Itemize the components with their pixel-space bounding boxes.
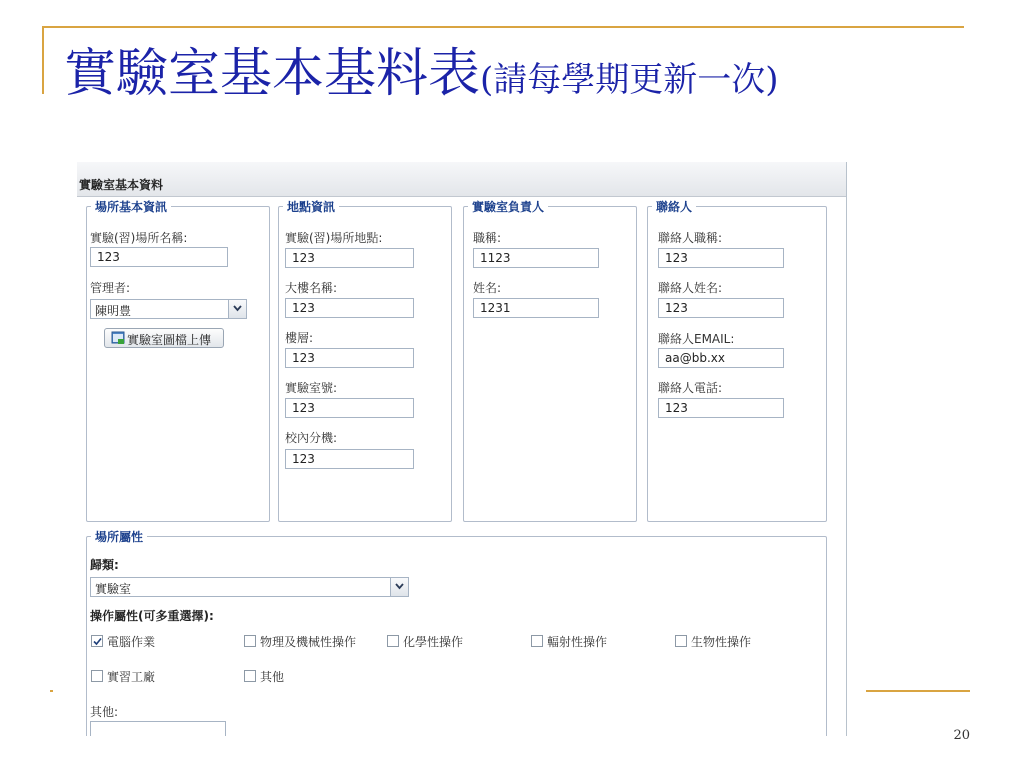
supervisor-group [463,198,637,522]
contact-title-label: 聯絡人職稱: [658,231,723,245]
checkbox-label-biological: 生物性操作 [691,635,752,649]
chevron-down-icon[interactable] [228,300,246,318]
venue-name-input[interactable] [90,247,228,267]
category-select[interactable] [90,577,409,597]
manager-select-value: 陳明豊 [95,304,132,318]
address-input[interactable] [285,248,414,268]
slide-title-sub: (請每學期更新一次) [480,60,779,100]
manager-label: 管理者: [90,281,131,295]
checkbox-other[interactable] [244,670,256,682]
slide-title-main: 實驗室基本基料表 [64,44,481,104]
panel-header [77,162,846,197]
supervisor-title-label: 職稱: [473,231,502,245]
supervisor-legend: 實驗室負責人 [472,200,545,214]
building-input[interactable] [285,298,414,318]
checkbox-label-radiation: 輻射性操作 [547,635,608,649]
floor-input[interactable] [285,348,414,368]
venue-name-label: 實驗(習)場所名稱: [90,231,188,245]
checkbox-label-chemical: 化學性操作 [403,635,464,649]
contact-email-input[interactable] [658,348,784,368]
chevron-down-icon[interactable] [390,578,408,596]
lab-info-panel [77,162,847,736]
checkbox-biological[interactable] [675,635,687,647]
supervisor-title-input[interactable] [473,248,599,268]
location-info-legend: 地點資訊 [287,200,336,214]
checkbox-radiation[interactable] [531,635,543,647]
category-label: 歸類: [90,558,119,572]
supervisor-name-label: 姓名: [473,281,502,295]
left-rule [42,26,44,94]
slide-title [64,38,779,116]
category-select-value: 實驗室 [95,582,132,596]
checkbox-training-factory[interactable] [91,670,103,682]
checkbox-label-physical-mechanical: 物理及機械性操作 [260,635,357,649]
operations-label: 操作屬性(可多重選擇): [90,609,214,623]
contact-legend: 聯絡人 [656,200,693,214]
extension-label: 校內分機: [285,431,338,445]
upload-lab-image-button[interactable] [104,328,224,348]
upload-icon [111,331,125,348]
contact-phone-input[interactable] [658,398,784,418]
checkbox-chemical[interactable] [387,635,399,647]
checkbox-label-computer-work: 電腦作業 [107,635,156,649]
contact-name-input[interactable] [658,298,784,318]
contact-phone-label: 聯絡人電話: [658,381,723,395]
room-input[interactable] [285,398,414,418]
floor-label: 樓層: [285,331,314,345]
attributes-legend: 場所屬性 [95,530,144,544]
checkbox-label-other: 其他 [260,670,285,684]
attributes-group [86,528,827,736]
contact-email-label: 聯絡人EMAIL: [658,332,735,346]
bottom-rule [866,690,970,692]
extension-input[interactable] [285,449,414,469]
venue-info-legend: 場所基本資訊 [95,200,168,214]
bottom-left-mark [50,690,53,692]
other-label: 其他: [90,705,119,719]
checkbox-computer-work[interactable] [91,635,103,647]
panel-title: 實驗室基本資料 [79,178,164,192]
other-input[interactable] [90,721,226,736]
top-rule [42,26,964,28]
address-label: 實驗(習)場所地點: [285,231,383,245]
supervisor-name-input[interactable] [473,298,599,318]
manager-select[interactable] [90,299,247,319]
page-number: 20 [953,728,970,743]
checkbox-label-training-factory: 實習工廠 [107,670,156,684]
contact-name-label: 聯絡人姓名: [658,281,723,295]
checkbox-physical-mechanical[interactable] [244,635,256,647]
contact-title-input[interactable] [658,248,784,268]
upload-button-label: 實驗室圖檔上傳 [127,333,212,347]
room-label: 實驗室號: [285,381,338,395]
building-label: 大樓名稱: [285,281,338,295]
